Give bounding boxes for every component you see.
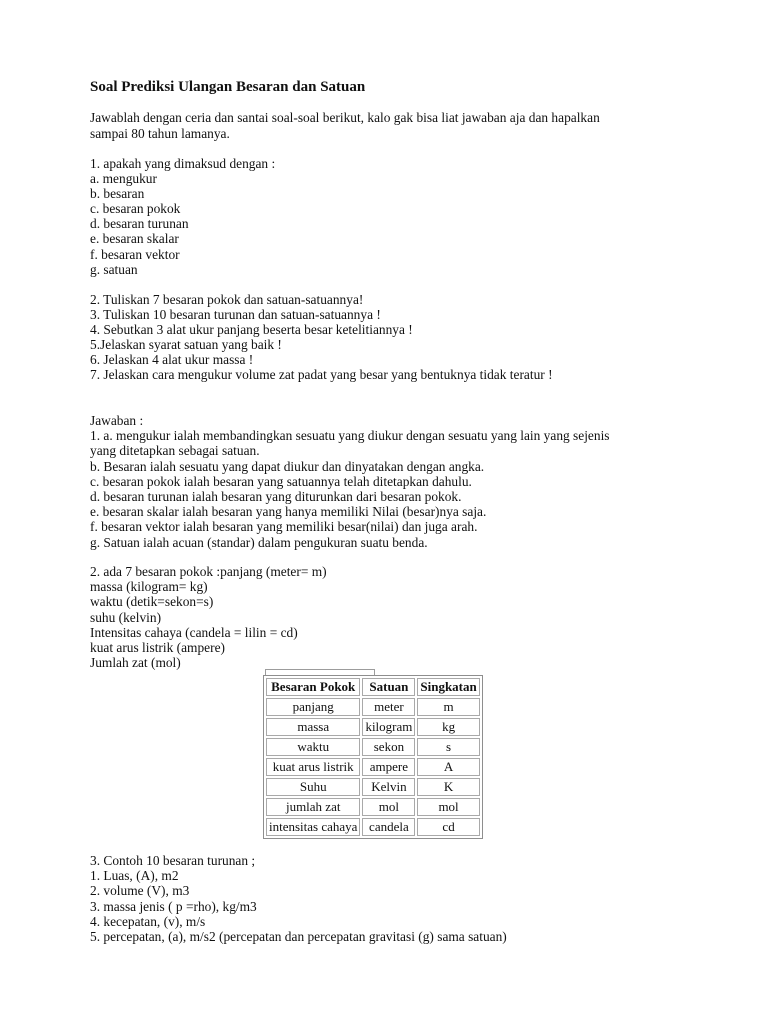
answer-line: 4. kecepatan, (v), m/s — [90, 913, 206, 929]
question-line: 6. Jelaskan 4 alat ukur massa ! — [90, 352, 254, 368]
question-1-list — [90, 156, 690, 277]
answers-heading: Jawaban : — [90, 413, 144, 428]
answer-line: 1. Luas, (A), m2 — [90, 868, 179, 884]
question-line: 2. Tuliskan 7 besaran pokok dan satuan-satuannya! — [90, 292, 364, 307]
intro-line: Jawablah dengan ceria dan santai soal-soal berikut, kalo gak bisa liat jawaban aja dan hapalkan — [90, 110, 600, 125]
answer-line: c. besaran pokok ialah besaran yang satuannya telah ditetapkan dahulu. — [90, 473, 472, 489]
table-cell: mol — [417, 798, 479, 816]
intro-paragraph — [90, 110, 690, 141]
answer-line: massa (kilogram= kg) — [90, 579, 208, 595]
table-cell: kuat arus listrik — [266, 758, 360, 776]
question-line: e. besaran skalar — [90, 231, 179, 247]
base-quantities-table — [263, 675, 483, 839]
answer-line: d. besaran turunan ialah besaran yang diturunkan dari besaran pokok. — [90, 488, 462, 504]
table-header: Singkatan — [417, 678, 479, 696]
answers-section-3 — [90, 853, 690, 944]
question-line: 1. apakah yang dimaksud dengan : — [90, 156, 276, 171]
answers-section-2 — [90, 564, 690, 670]
table-row — [266, 698, 480, 716]
question-line: d. besaran turunan — [90, 216, 189, 232]
answer-line: 2. ada 7 besaran pokok :panjang (meter= m) — [90, 564, 327, 579]
answer-line: f. besaran vektor ialah besaran yang memiliki besar(nilai) dan juga arah. — [90, 519, 478, 535]
answer-line: yang ditetapkan sebagai satuan. — [90, 443, 260, 459]
answer-line: Jumlah zat (mol) — [90, 655, 181, 671]
table-cell: K — [417, 778, 479, 796]
table-header: Satuan — [362, 678, 415, 696]
table-cell: meter — [362, 698, 415, 716]
table-cell: ampere — [362, 758, 415, 776]
table-cell: waktu — [266, 738, 360, 756]
table-row — [266, 718, 480, 736]
question-line: a. mengukur — [90, 171, 157, 187]
table-cell: kg — [417, 718, 479, 736]
table-cell: candela — [362, 818, 415, 836]
answers-section-1 — [90, 413, 690, 550]
table-cell: sekon — [362, 738, 415, 756]
answer-line: 2. volume (V), m3 — [90, 883, 190, 899]
table-row — [266, 778, 480, 796]
answer-line: 3. Contoh 10 besaran turunan ; — [90, 853, 256, 868]
table-row — [266, 738, 480, 756]
table-cell: m — [417, 698, 479, 716]
document-title: Soal Prediksi Ulangan Besaran dan Satuan — [90, 79, 366, 95]
table-cell: panjang — [266, 698, 360, 716]
table-row — [266, 798, 480, 816]
table-cell: massa — [266, 718, 360, 736]
answer-line: Intensitas cahaya (candela = lilin = cd) — [90, 624, 298, 640]
question-line: 7. Jelaskan cara mengukur volume zat padat yang besar yang bentuknya tidak teratur ! — [90, 367, 553, 383]
table-cell: s — [417, 738, 479, 756]
table-row — [266, 758, 480, 776]
table-cell: Suhu — [266, 778, 360, 796]
answer-line: 3. massa jenis ( p =rho), kg/m3 — [90, 898, 257, 914]
answer-line: b. Besaran ialah sesuatu yang dapat diukur dan dinyatakan dengan angka. — [90, 458, 485, 474]
table-cell: A — [417, 758, 479, 776]
questions-list — [90, 292, 690, 383]
answer-line: 5. percepatan, (a), m/s2 (percepatan dan percepatan gravitasi (g) sama satuan) — [90, 928, 507, 944]
answer-line: suhu (kelvin) — [90, 609, 162, 625]
table-cell: Kelvin — [362, 778, 415, 796]
table-row — [266, 818, 480, 836]
question-line: c. besaran pokok — [90, 201, 181, 217]
question-line: f. besaran vektor — [90, 246, 180, 262]
answer-line: kuat arus listrik (ampere) — [90, 639, 225, 655]
table-cell: intensitas cahaya — [266, 818, 360, 836]
question-line: g. satuan — [90, 261, 138, 277]
answer-line: g. Satuan ialah acuan (standar) dalam pengukuran suatu benda. — [90, 534, 428, 550]
table-cell: jumlah zat — [266, 798, 360, 816]
table-cell: mol — [362, 798, 415, 816]
table-cell: cd — [417, 818, 479, 836]
table-header-row — [266, 678, 480, 696]
question-line: b. besaran — [90, 186, 145, 202]
table-header: Besaran Pokok — [266, 678, 360, 696]
question-line: 5.Jelaskan syarat satuan yang baik ! — [90, 337, 282, 353]
intro-line: sampai 80 tahun lamanya. — [90, 125, 230, 141]
answer-line: waktu (detik=sekon=s) — [90, 594, 214, 610]
table-cell: kilogram — [362, 718, 415, 736]
question-line: 4. Sebutkan 3 alat ukur panjang beserta besar ketelitiannya ! — [90, 322, 413, 338]
answer-line: 1. a. mengukur ialah membandingkan sesuatu yang diukur dengan sesuatu yang lain yang sejenis — [90, 428, 610, 444]
answer-line: e. besaran skalar ialah besaran yang hanya memiliki Nilai (besar)nya saja. — [90, 504, 487, 520]
question-line: 3. Tuliskan 10 besaran turunan dan satuan-satuannya ! — [90, 307, 381, 323]
